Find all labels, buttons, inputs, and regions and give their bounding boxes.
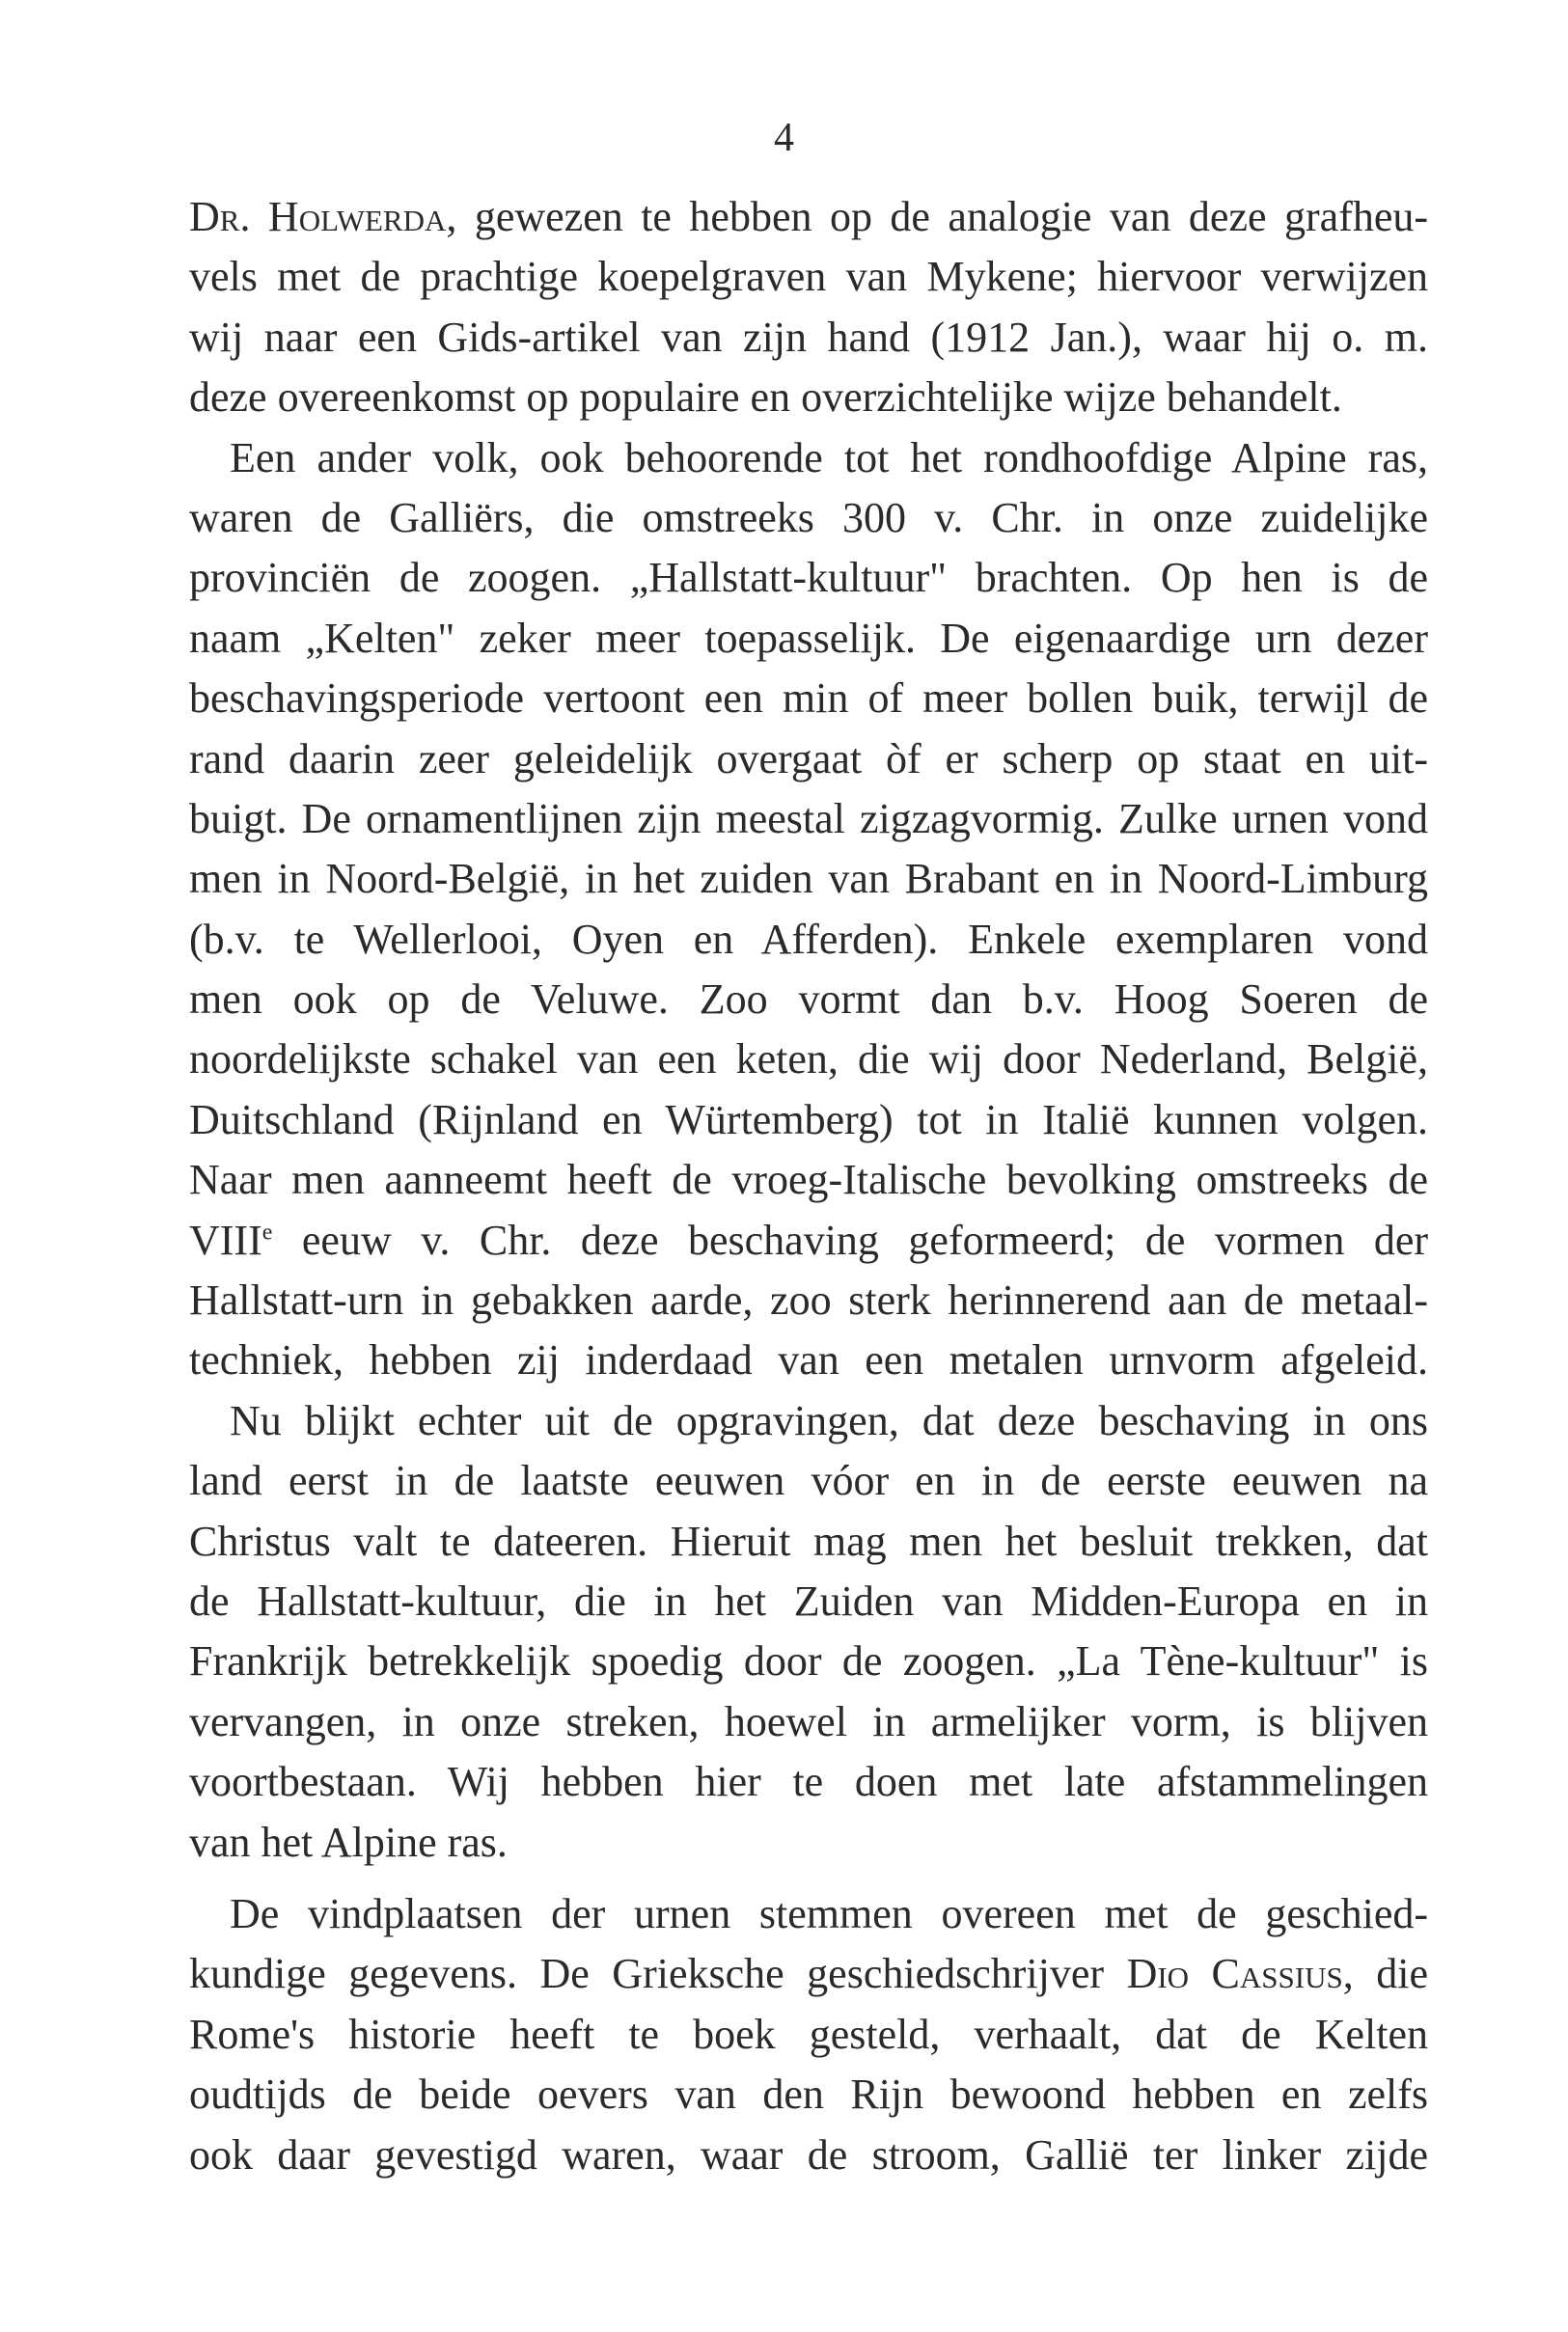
text-line xyxy=(189,428,1428,488)
text-line xyxy=(189,789,1428,849)
text-run: beschavingsperiode vertoont een min of meer bollen buik, terwijl de xyxy=(189,674,1428,723)
text-line xyxy=(189,488,1428,548)
text-line xyxy=(189,1090,1428,1150)
text-run: eeuw v. Chr. deze beschaving geformeerd; de vormen der xyxy=(272,1216,1428,1264)
text-line xyxy=(189,609,1428,669)
text-line xyxy=(189,2126,1428,2185)
text-line xyxy=(189,1692,1428,1752)
text-run: Christus valt te dateeren. Hieruit mag men het besluit trekken, dat xyxy=(189,1517,1428,1565)
text-line xyxy=(189,669,1428,728)
text-run: VIII xyxy=(189,1216,262,1264)
text-line xyxy=(189,548,1428,608)
text-run: Rome's historie heeft te boek gesteld, verhaalt, dat de Kelten xyxy=(189,2010,1428,2058)
text-line xyxy=(189,2005,1428,2065)
author-name: Dr. Holwerda xyxy=(189,193,447,240)
text-run: Hallstatt-urn in gebakken aarde, zoo sterk herinnerend aan de metaal- xyxy=(189,1276,1428,1325)
text-run: De vindplaatsen der urnen stemmen overeen met de geschied- xyxy=(230,1889,1428,1937)
text-run: Duitschland (Rijnland en Würtemberg) tot in Italië kunnen volgen. xyxy=(189,1095,1428,1143)
text-run: Een ander volk, ook behoorende tot het rondhoofdige Alpine ras, xyxy=(230,433,1428,481)
text-run: techniek, hebben zij inderdaad van een metalen urnvorm afgeleid. xyxy=(189,1336,1428,1385)
text-run: de Hallstatt-kultuur, die in het Zuiden van Midden-Europa en in xyxy=(189,1577,1428,1625)
text-run: voortbestaan. Wij hebben hier te doen met late afstammelingen xyxy=(189,1758,1428,1806)
text-run: Nu blijkt echter uit de opgravingen, dat deze beschaving in ons xyxy=(230,1396,1428,1444)
text-line xyxy=(189,1271,1428,1331)
text-run: land eerst in de laatste eeuwen vóor en in de eerste eeuwen na xyxy=(189,1457,1428,1505)
text-line xyxy=(189,1391,1428,1451)
text-run: (b.v. te Wellerlooi, Oyen en Afferden). Enkele exemplaren vond xyxy=(189,915,1428,963)
text-line xyxy=(189,1813,1428,1873)
text-run: noordelijkste schakel van een keten, die wij door Nederland, België, xyxy=(189,1035,1428,1084)
text-run: rand daarin zeer geleidelijk overgaat òf er scherp op staat en uit- xyxy=(189,734,1428,782)
text-run: vels met de prachtige koepelgraven van Mykene; hiervoor verwijzen xyxy=(189,253,1428,301)
text-run: vervangen, in onze streken, hoewel in armelijker vorm, is blijven xyxy=(189,1697,1428,1745)
text-line xyxy=(189,1451,1428,1511)
text-line xyxy=(189,1029,1428,1089)
text-run: kundige gegevens. De Grieksche geschiedschrijver xyxy=(189,1950,1127,1998)
text-run: oudtijds de beide oevers van den Rijn bewoond hebben en zelfs xyxy=(189,2071,1428,2119)
text-line xyxy=(189,247,1428,307)
text-line xyxy=(189,849,1428,909)
text-line xyxy=(189,1211,1428,1271)
text-run: waren de Galliërs, die omstreeks 300 v. Chr. in onze zuidelijke xyxy=(189,493,1428,541)
text-run: buigt. De ornamentlijnen zijn meestal zigzagvormig. Zulke urnen vond xyxy=(189,794,1428,842)
text-run: deze overeenkomst op populaire en overzichtelijke wijze behandelt. xyxy=(189,373,1342,422)
author-name: Dio Cassius xyxy=(1126,1950,1343,1998)
text-run: van het Alpine ras. xyxy=(189,1818,508,1866)
text-line xyxy=(189,729,1428,789)
text-run: provinciën de zoogen. „Hallstatt-kultuur" brachten. Op hen is de xyxy=(189,554,1428,602)
text-run: , gewezen te hebben op de analogie van deze grafheu- xyxy=(446,193,1428,240)
text-line xyxy=(189,187,1428,247)
text-line xyxy=(189,2065,1428,2125)
text-run: Frankrijk betrekkelijk spoedig door de zoogen. „La Tène-kultuur" is xyxy=(189,1637,1428,1686)
text-run: men ook op de Veluwe. Zoo vormt dan b.v. Hoog Soeren de xyxy=(189,975,1428,1024)
text-run: Naar men aanneemt heeft de vroeg-Italische bevolking omstreeks de xyxy=(189,1156,1428,1204)
text-line xyxy=(189,1884,1428,1944)
text-line xyxy=(189,1752,1428,1812)
text-line xyxy=(189,910,1428,970)
page-number: 4 xyxy=(774,116,794,160)
text-run: ook daar gevestigd waren, waar de stroom, Gallië ter linker zijde xyxy=(189,2130,1428,2179)
text-line xyxy=(189,970,1428,1029)
text-line xyxy=(189,368,1428,427)
text-line xyxy=(189,1944,1428,2004)
text-run: men in Noord-België, in het zuiden van Brabant en in Noord-Limburg xyxy=(189,855,1428,903)
body-text xyxy=(189,187,1428,2185)
text-line xyxy=(189,1632,1428,1691)
superscript: e xyxy=(261,1219,273,1245)
text-line xyxy=(189,1572,1428,1632)
text-line xyxy=(189,308,1428,368)
text-line xyxy=(189,1150,1428,1210)
text-line xyxy=(189,1512,1428,1572)
text-run: , die xyxy=(1342,1950,1428,1998)
text-run: wij naar een Gids-artikel van zijn hand (1912 Jan.), waar hij o. m. xyxy=(189,313,1428,361)
text-line xyxy=(189,1331,1428,1390)
text-run: naam „Kelten" zeker meer toepasselijk. De eigenaardige urn dezer xyxy=(189,614,1428,662)
